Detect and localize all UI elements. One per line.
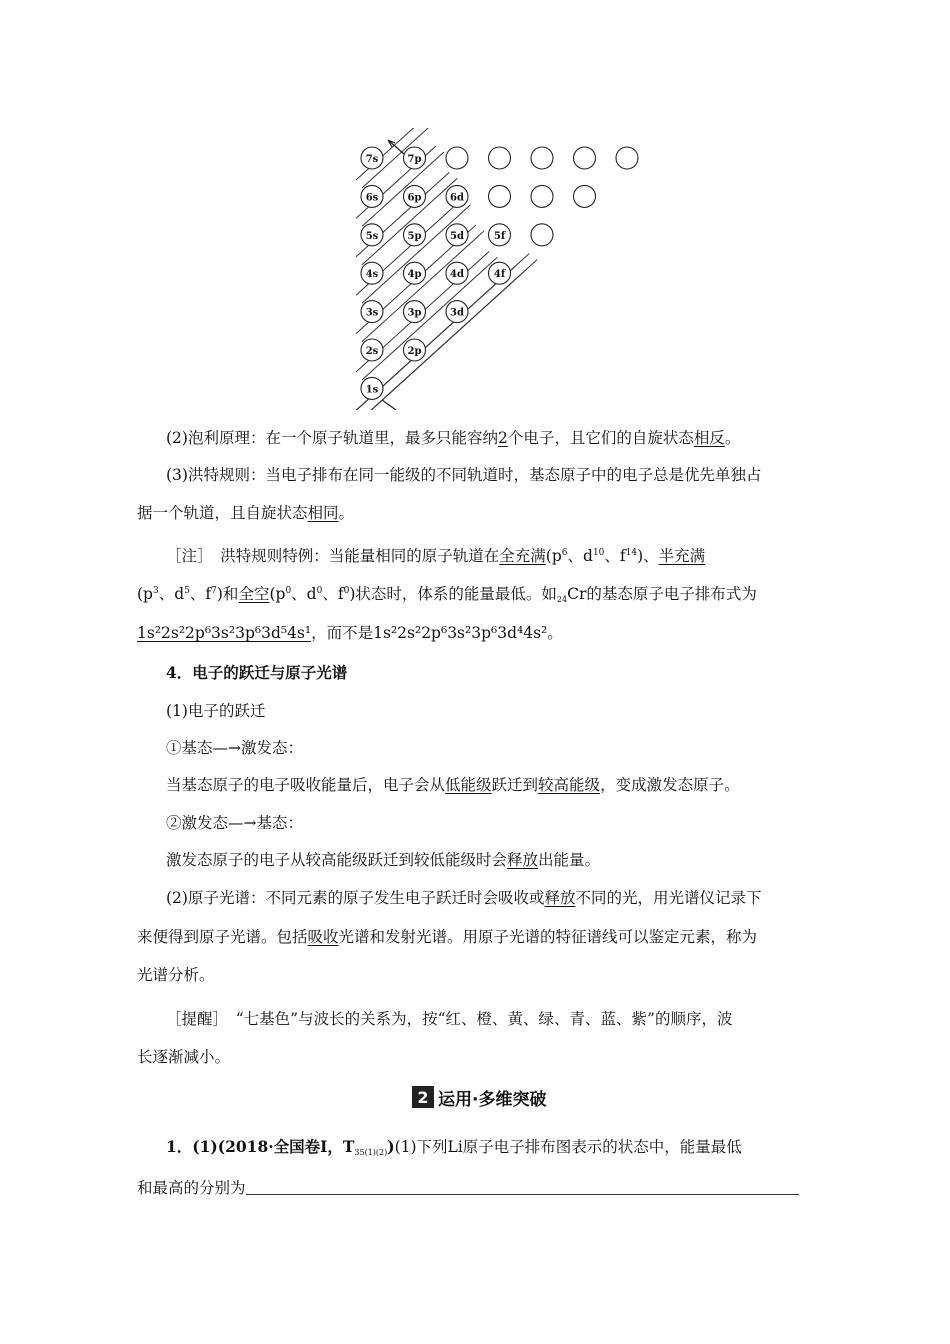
note-line3: 1s²2s²2p⁶3s²3p⁶3d⁵4s¹，而不是1s²2s²2p⁶3s²3p⁶3d⁴4s²。 — [137, 624, 563, 642]
item1-text: 当基态原子的电子吸收能量后，电子会从低能级跃迁到较高能级，变成激发态原子。 — [166, 776, 740, 794]
orbital-circle — [531, 224, 553, 246]
orbital-circle — [489, 185, 511, 207]
diagonal-band — [362, 260, 537, 410]
question-1-line1: 1．(1)(2018·全国卷Ⅰ，$T_{35(1)(2)})(1)$下列Li原子电子排布图表示的状态中，能量最低 — [166, 1137, 742, 1157]
orbital-label: 5p — [407, 230, 422, 242]
section-number-badge: 2 — [412, 1086, 434, 1108]
orbital-label: 4d — [450, 269, 464, 281]
orbital-label: 7p — [407, 154, 422, 165]
orbital-circle — [489, 147, 511, 169]
spectrum-line3: 光谱分析。 — [137, 966, 215, 984]
tip-line2: 长逐渐减小。 — [137, 1048, 231, 1066]
orbital-circle — [574, 147, 596, 169]
exit-arrow-icon — [388, 140, 404, 154]
orbital-label: 3d — [450, 307, 464, 319]
spectrum-line2: 来便得到原子光谱。包括吸收光谱和发射光谱。用原子光谱的特征谱线可以鉴定元素，称为 — [137, 928, 758, 946]
orbital-label: 4s — [365, 269, 379, 281]
item2-text: 激发态原子的电子从较高能级跃迁到较低能级时会释放出能量。 — [166, 851, 601, 869]
orbital-label: 3p — [407, 307, 422, 319]
orbital-circle — [446, 147, 468, 169]
orbital-circle — [574, 185, 596, 207]
question-1-line2: 和最高的分别为 — [137, 1177, 817, 1199]
note-line2: ($p^3$、$d^5$、$f^7$)和全空($p^0$、$d^0$、$f^0$)状态时，体系的能量最低。如$_{24}$Cr的基态原子电子排布式为 — [137, 585, 757, 604]
subsection-transition: (1)电子的跃迁 — [166, 702, 266, 720]
orbital-label: 6p — [407, 192, 422, 204]
orbital-label: 5s — [365, 230, 379, 242]
note-line1: ［注］ 洪特规则特例：当能量相同的原子轨道在全充满($p^6$、$d^{10}$、$f^{14}$)、半充满 — [166, 547, 706, 565]
orbital-label: 3s — [365, 307, 379, 319]
entry-arrow-icon — [382, 400, 396, 410]
orbital-label: 5f — [493, 230, 506, 242]
orbital-label: 4f — [493, 269, 506, 281]
orbital-label: 6d — [450, 192, 464, 204]
hund-rule-line2: 据一个轨道，且自旋状态相同。 — [137, 504, 355, 522]
orbital-label: 5d — [450, 230, 464, 242]
orbital-label: 6s — [365, 192, 379, 204]
answer-blank[interactable] — [246, 1178, 799, 1195]
hund-rule-line1: (3)洪特规则：当电子排布在同一能级的不同轨道时，基态原子中的电子总是优先单独占 — [166, 466, 762, 484]
orbital-label: 4p — [407, 269, 422, 281]
pauli-principle: (2)泡利原理：在一个原子轨道里，最多只能容纳2个电子，且它们的自旋状态相反。 — [166, 429, 741, 447]
section-heading — [412, 1083, 546, 1111]
orbital-label: 2p — [407, 346, 422, 357]
diagonal-band — [362, 272, 524, 410]
orbital-circle — [616, 147, 638, 169]
section4-title: 4．电子的跃迁与原子光谱 — [166, 663, 348, 682]
item-ground-to-excited: ①基态—→激发态： — [166, 739, 303, 757]
section-title: 运用·多维突破 — [438, 1089, 547, 1110]
diagonal-band — [362, 205, 471, 303]
spectrum-line1: (2)原子光谱：不同元素的原子发生电子跃迁时会吸收或释放不同的光，用光谱仪记录下 — [166, 889, 762, 907]
orbital-label: 7s — [365, 154, 379, 165]
orbital-label: 2s — [365, 346, 379, 357]
item-excited-to-ground: ②激发态—→基态： — [166, 814, 303, 832]
orbital-circle — [531, 147, 553, 169]
aufbau-order-diagram — [330, 128, 650, 410]
tip-line1: ［提醒］ “七基色”与波长的关系为，按“红、橙、黄、绿、青、蓝、紫”的顺序，波 — [166, 1010, 733, 1028]
orbital-label: 1s — [365, 384, 379, 396]
orbital-circle — [531, 185, 553, 207]
